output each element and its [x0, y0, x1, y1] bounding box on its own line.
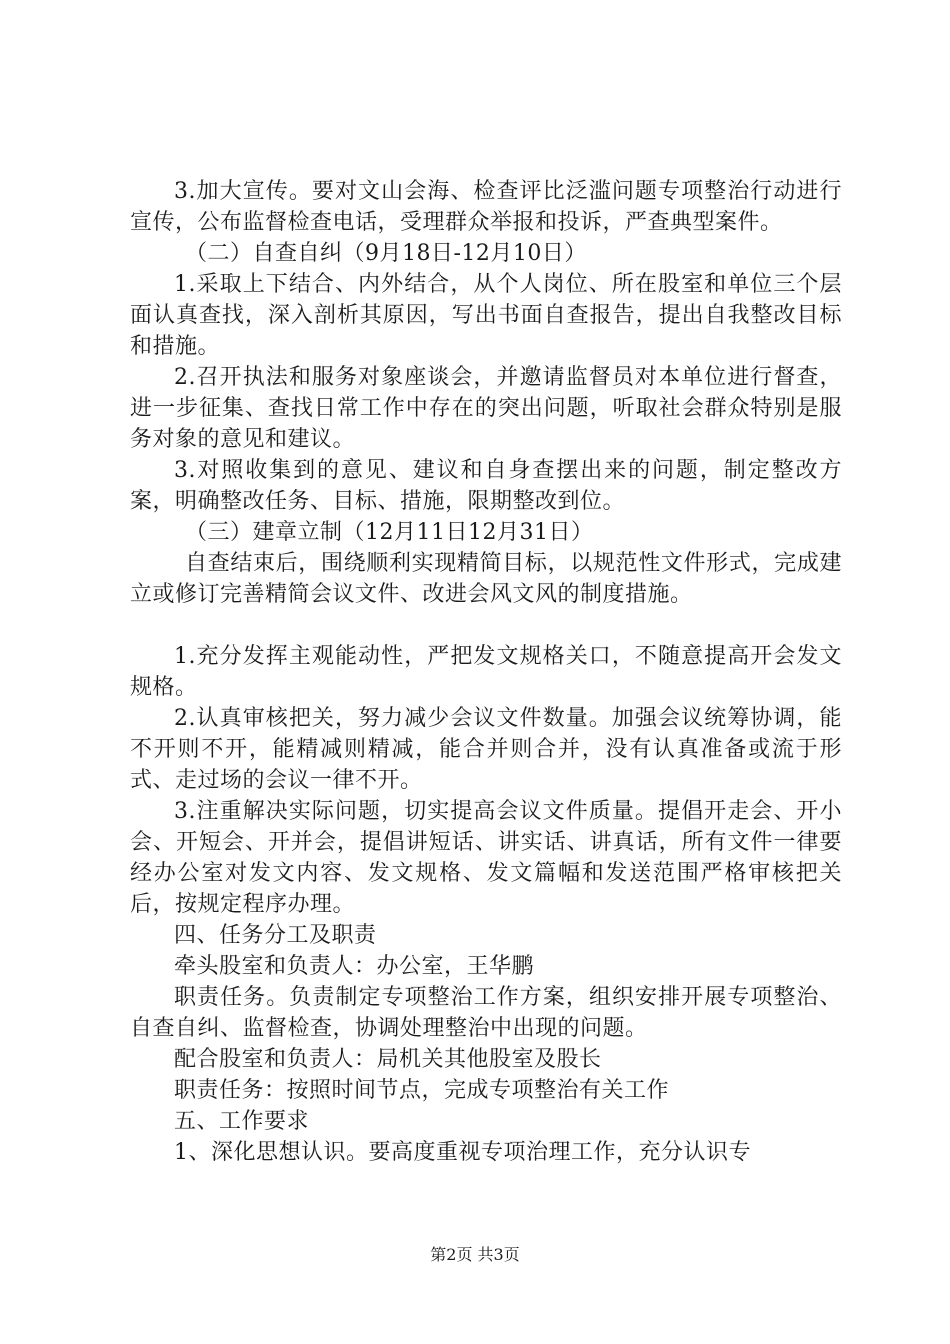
paragraph-regulations-intro: 自查结束后，围绕顺利实现精简目标，以规范性文件形式，完成建立或修订完善精简会议文件、改进会风文风的制度措施。	[130, 551, 842, 607]
section-heading-regulations: （三）建章立制（12月11日12月31日）	[185, 520, 594, 545]
paragraph-lead-office: 牵头股室和负责人：办公室，王华鹏	[174, 954, 535, 979]
paragraph-regulations-2: 2.认真审核把关，努力减少会议文件数量。加强会议统筹协调，能不开则不开，能精减则精减，能合并则合并，没有认真准备或流于形式、走过场的会议一律不开。	[130, 706, 842, 793]
paragraph-regulations-3: 3.注重解决实际问题，切实提高会议文件质量。提倡开走会、开小会、开短会、开并会，提倡讲短话、讲实话、讲真话，所有文件一律要经办公室对发文内容、发文规格、发文篇幅和发送范围严格审核把关后，按规定程序办理。	[130, 799, 842, 917]
paragraph-regulations-1: 1.充分发挥主观能动性，严把发文规格关口，不随意提高开会发文规格。	[130, 644, 842, 700]
paragraph-publicity: 3.加大宣传。要对文山会海、检查评比泛滥问题专项整治行动进行宣传，公布监督检查电话，受理群众举报和投诉，严查典型案件。	[130, 179, 842, 235]
paragraph-requirements-1: 1、深化思想认识。要高度重视专项治理工作，充分认识专	[174, 1140, 751, 1165]
paragraph-support-duties: 职责任务：按照时间节点，完成专项整治有关工作	[174, 1078, 670, 1103]
paragraph-self-check-2: 2.召开执法和服务对象座谈会，并邀请监督员对本单位进行督查，进一步征集、查找日常工作中存在的突出问题，听取社会群众特别是服务对象的意见和建议。	[130, 365, 842, 452]
page-number-footer: 第2页 共3页	[430, 1245, 520, 1264]
paragraph-self-check-1: 1.采取上下结合、内外结合，从个人岗位、所在股室和单位三个层面认真查找，深入剖析其原因，写出书面自查报告，提出自我整改目标和措施。	[130, 272, 842, 359]
section-heading-tasks: 四、任务分工及职责	[174, 923, 377, 948]
document-body	[130, 176, 842, 1168]
section-heading-requirements: 五、工作要求	[174, 1109, 310, 1134]
paragraph-self-check-3: 3.对照收集到的意见、建议和自身查摆出来的问题，制定整改方案，明确整改任务、目标、措施，限期整改到位。	[130, 458, 842, 514]
paragraph-lead-duties: 职责任务。负责制定专项整治工作方案，组织安排开展专项整治、自查自纠、监督检查，协调处理整治中出现的问题。	[130, 985, 842, 1041]
paragraph-support-office: 配合股室和负责人：局机关其他股室及股长	[174, 1047, 602, 1072]
section-heading-self-check: （二）自查自纠（9月18日-12月10日）	[185, 241, 587, 266]
